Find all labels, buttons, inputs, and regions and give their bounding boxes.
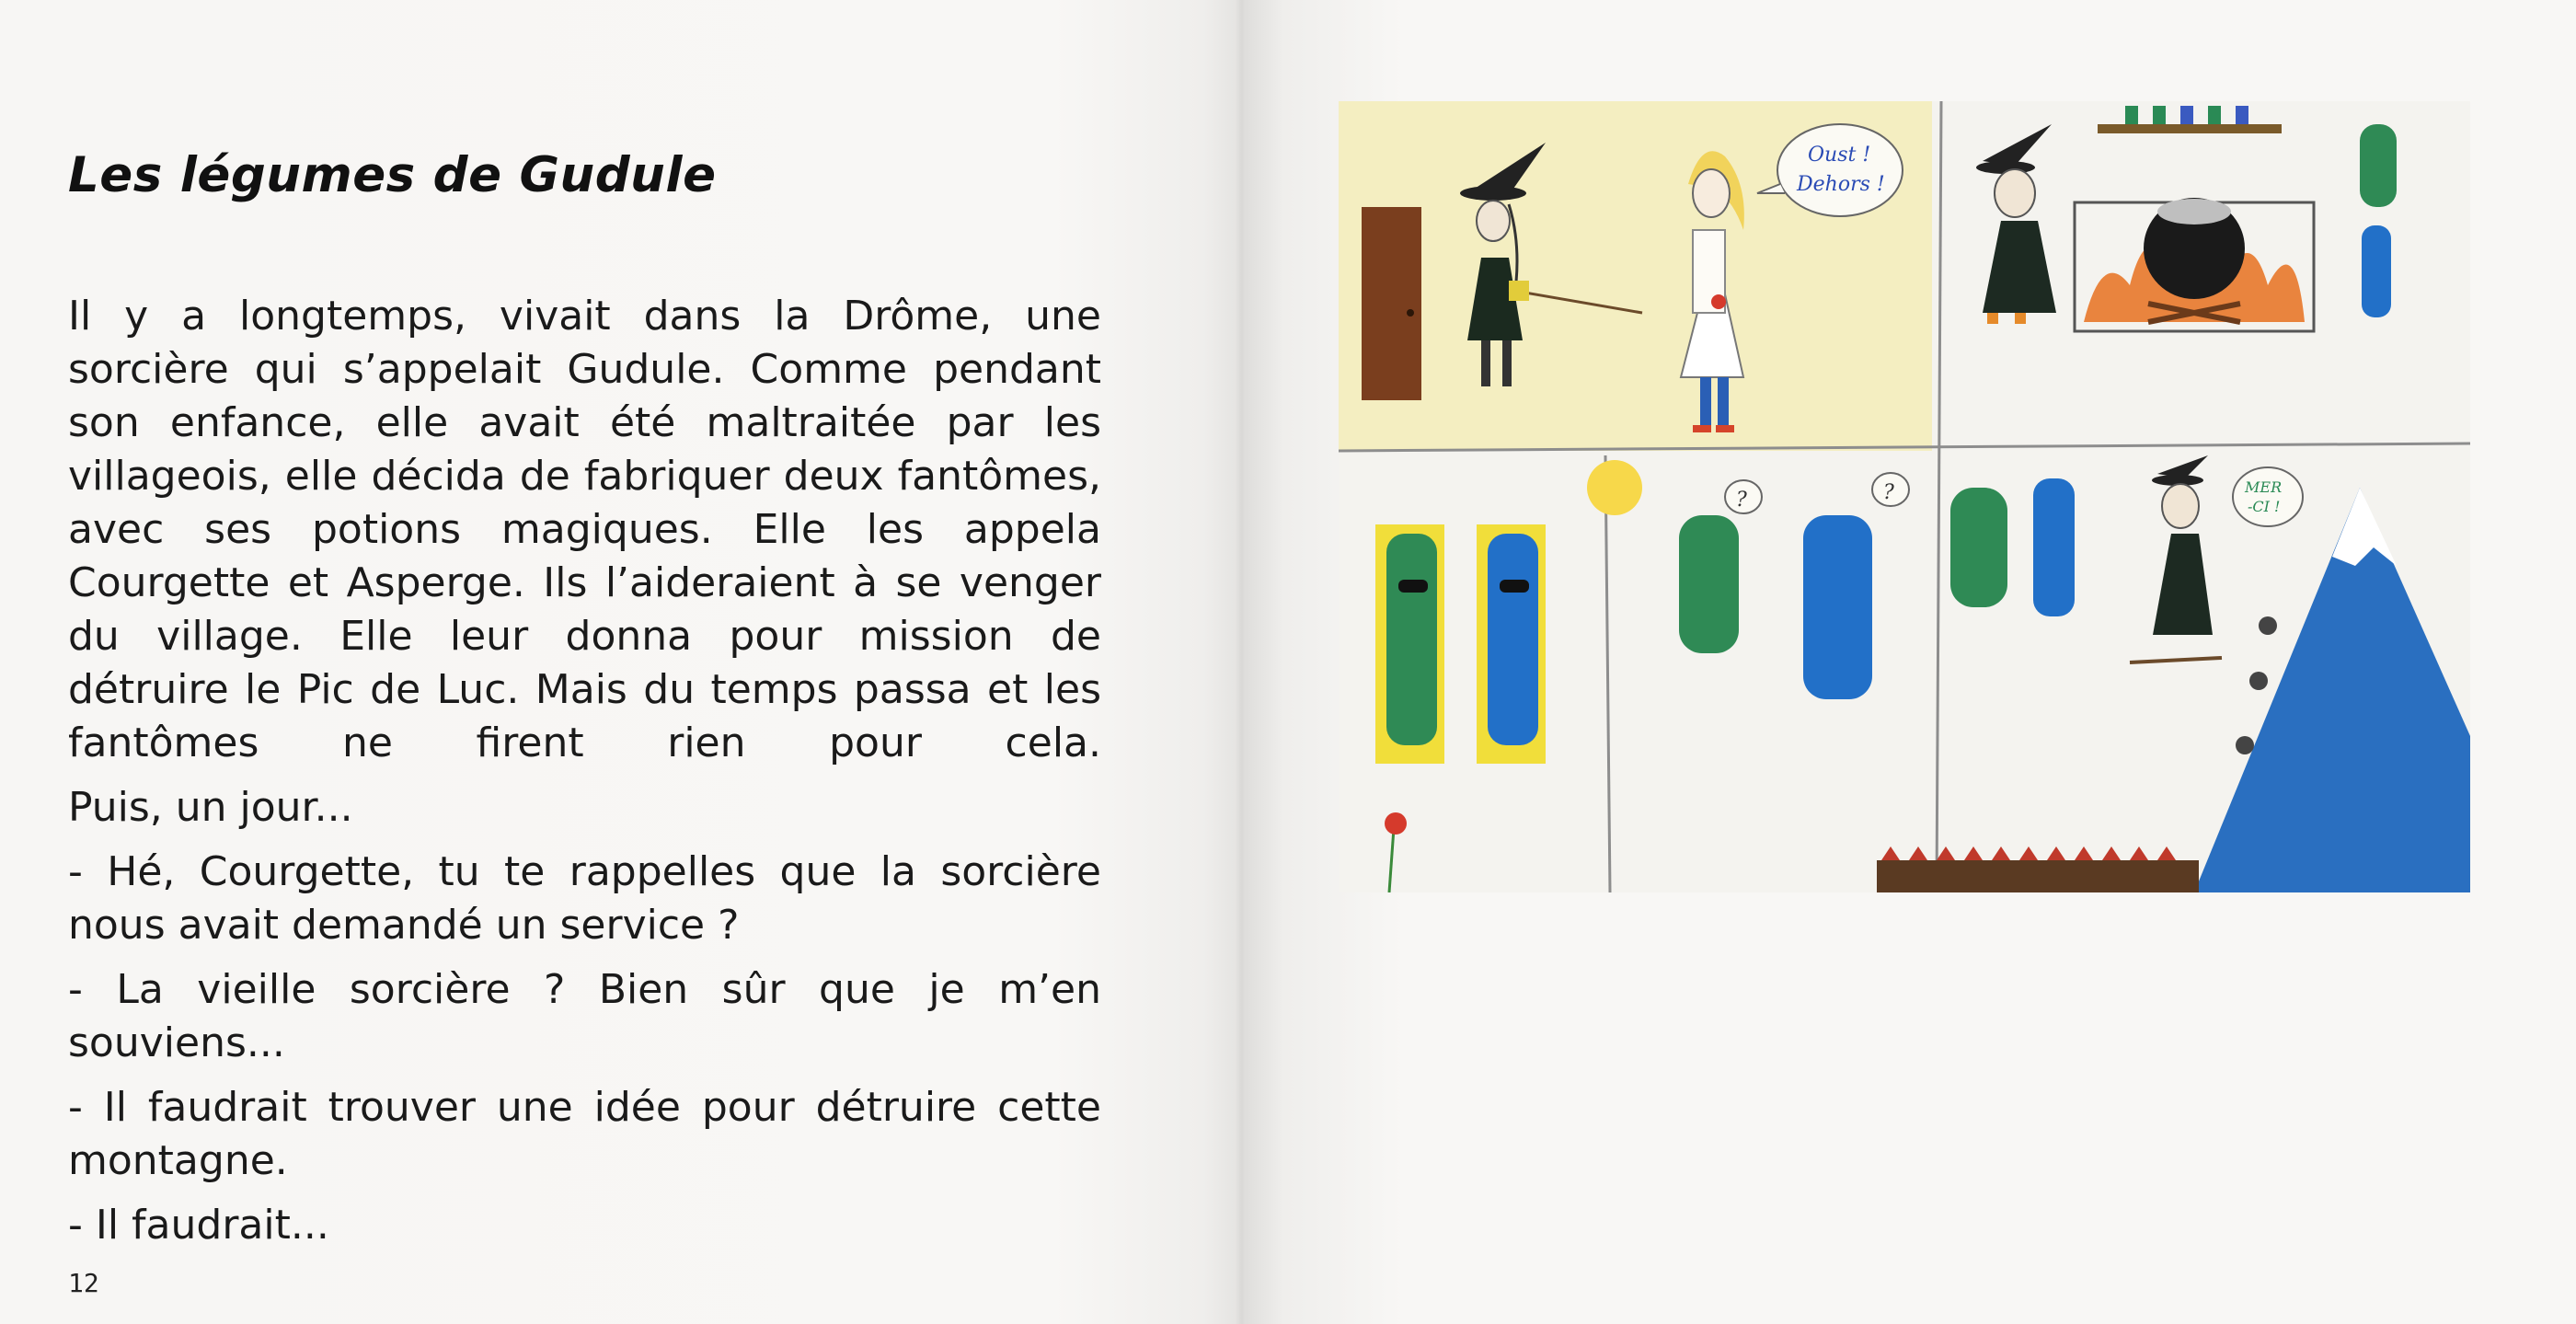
door [1362,207,1421,400]
speech-bubble-question [1872,473,1909,506]
story-text [68,290,1101,1252]
story-title: Les légumes de Gudule [68,147,717,203]
dialogue-line: - La vieille sorcière ? Bien sûr que je m’en souviens... [68,966,1101,1066]
sun [1587,460,1642,515]
blue-ghost-panel4 [2033,478,2075,616]
green-ghost-panel4 [1950,488,2007,607]
story-paragraph: Puis, un jour... [68,784,353,831]
story-paragraph: Il y a longtemps, vivait dans la Drôme, une sorcière qui s’appelait Gudule. Comme pendant son enfance, elle avait été maltraitée par les villageois, elle décida de fabriquer deux fantômes, avec ses potions magiques. Elle les appela Courgette et Asperge. Ils l’aideraient à se venger du village. Elle leur donna pour mission de détruire le Pic de Luc. Mais du temps passa et les fantômes ne firent rien pour cela. [68,293,1101,766]
blue-ghost-small [2362,225,2391,317]
dialogue-line: - Il faudrait... [68,1202,329,1249]
bubble-text: MER [2245,478,2283,496]
children-drawing [1339,101,2470,892]
blue-ghost-thinking [1803,515,1872,699]
blue-ghost-sunbathing [1477,524,1546,764]
dialogue-line: - Il faudrait trouver une idée pour détruire cette montagne. [68,1084,1101,1184]
bubble-text: ? [1736,489,1747,512]
bubble-text: Dehors ! [1797,173,1885,196]
green-ghost-sunbathing [1375,524,1444,764]
page-number: 12 [68,1268,99,1298]
speech-bubble-question [1725,480,1762,513]
green-ghost-small [2360,124,2397,207]
left-page [0,0,1240,1324]
green-ghost-thinking [1679,515,1739,653]
drawing-canvas [1339,101,2470,892]
speech-bubble-merci [2233,467,2303,526]
dialogue-line: - Hé, Courgette, tu te rappelles que la sorcière nous avait demandé un service ? [68,848,1101,949]
bubble-text: ? [1883,481,1894,504]
bubble-text: -CI ! [2248,498,2281,515]
bubble-text: Oust ! [1808,144,1871,167]
